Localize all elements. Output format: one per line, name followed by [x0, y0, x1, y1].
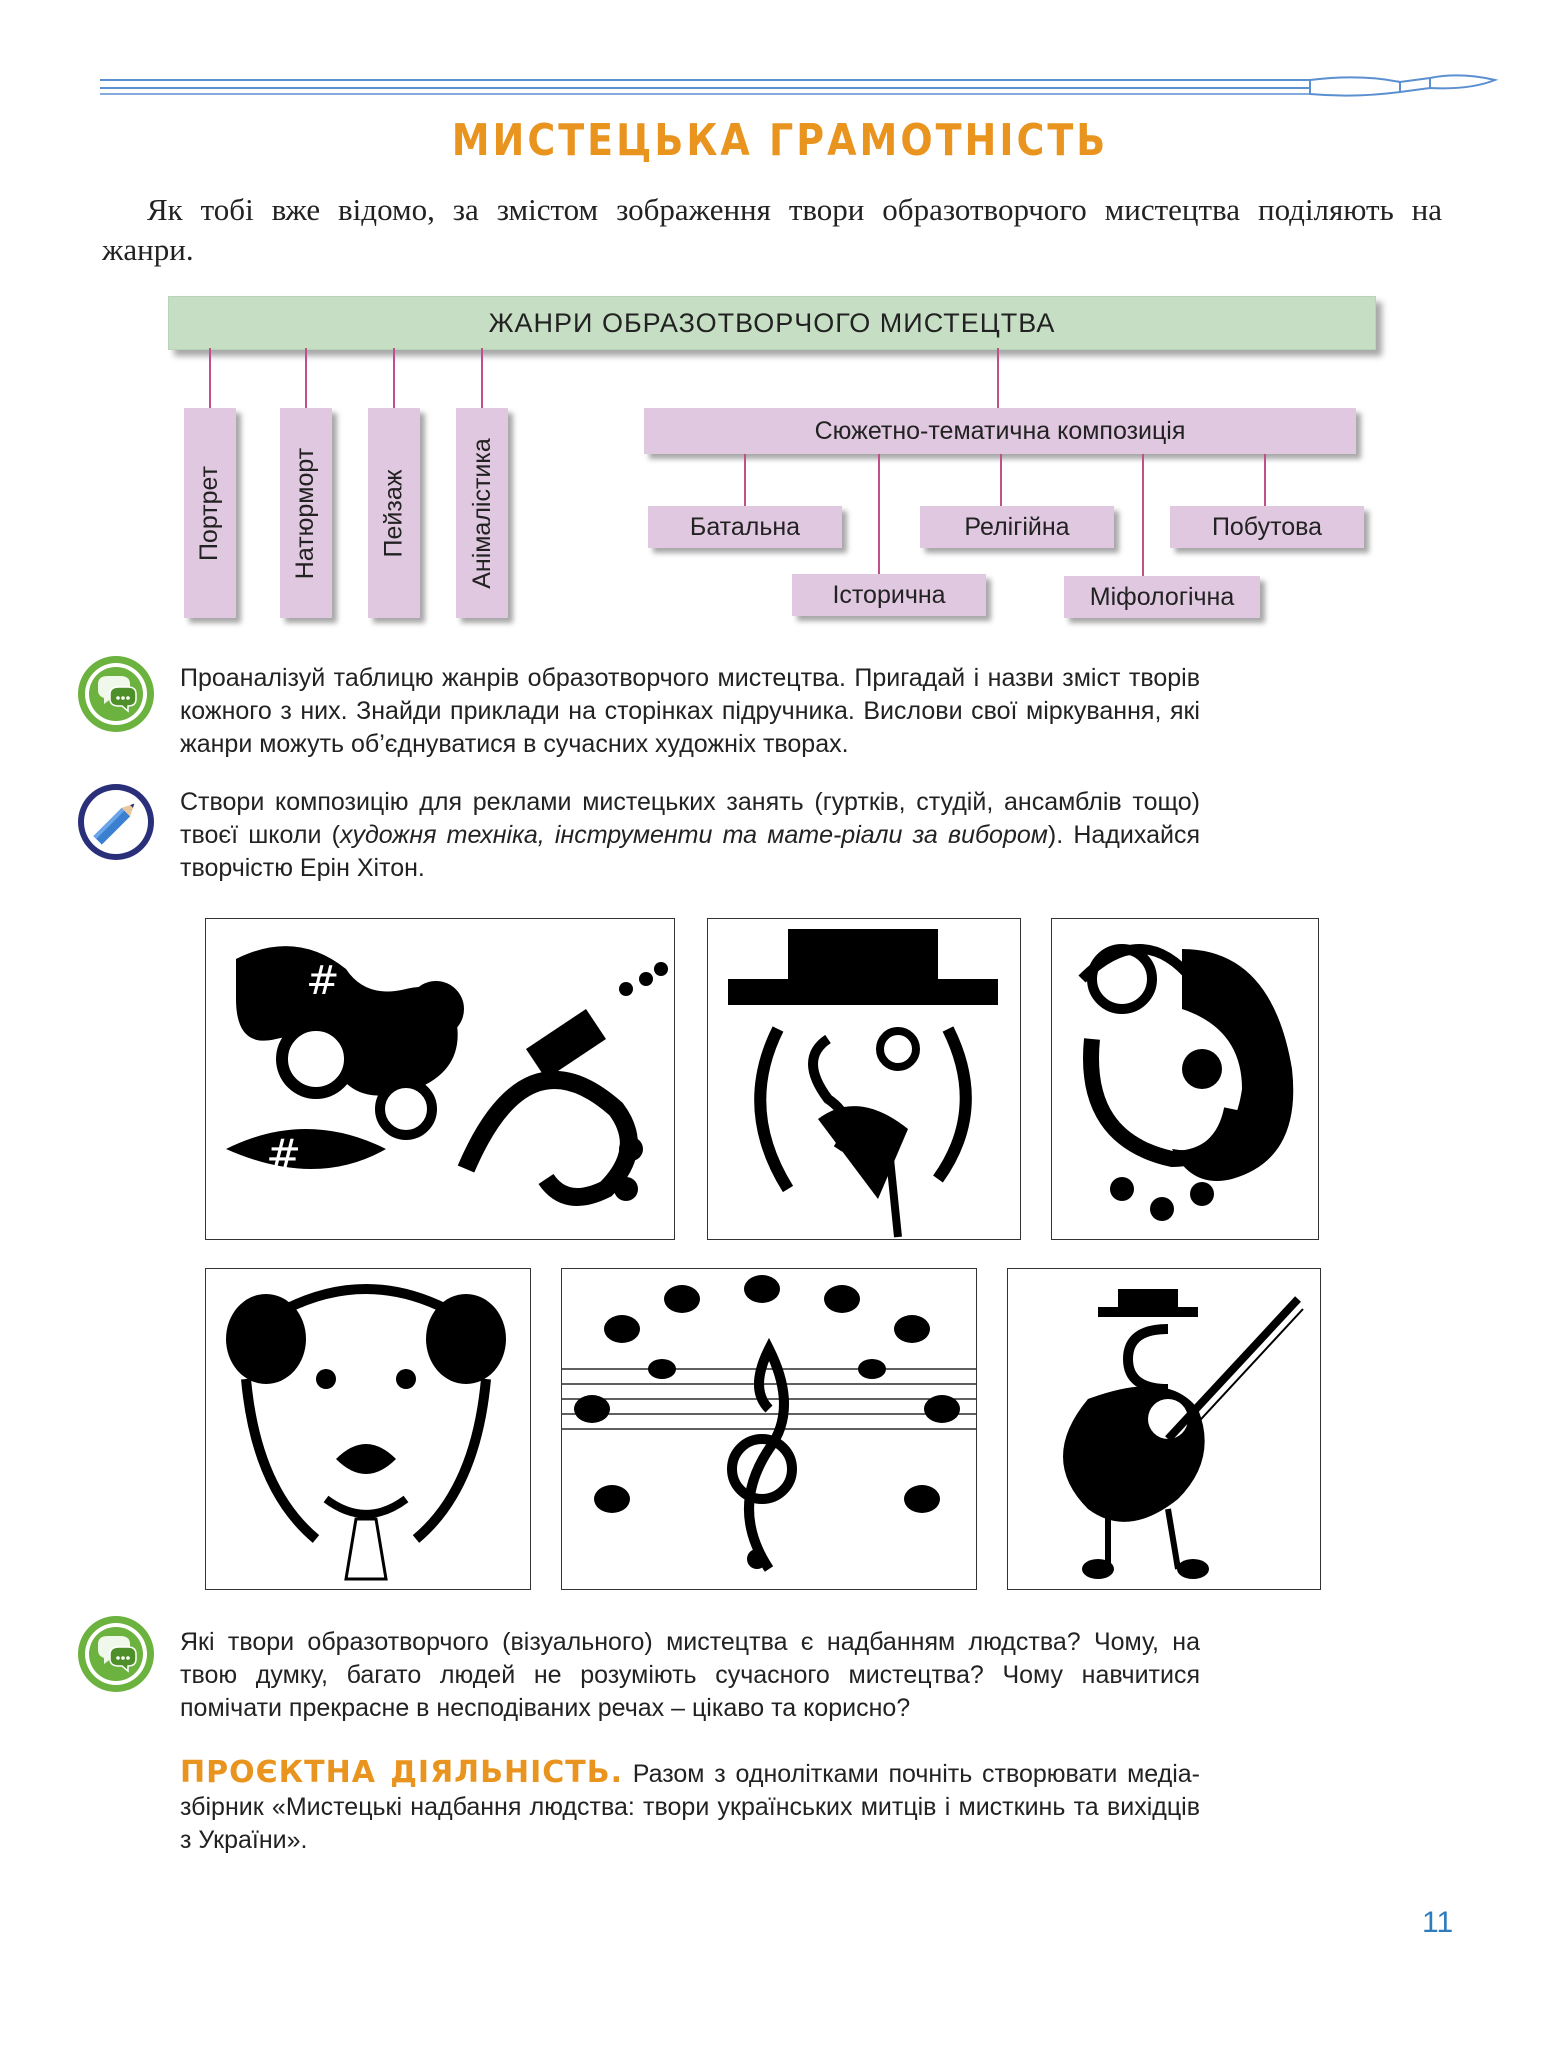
connector: [305, 348, 307, 408]
genre-animalistic: [456, 408, 508, 618]
pencil-icon: [76, 782, 156, 862]
subgenre-historical: Історична: [792, 574, 986, 616]
intro-text: Як тобі вже відомо, за змістом зображення твори образотворчого мистецтва поділяють на жанри.: [102, 192, 1442, 267]
subgenre-battle: Батальна: [648, 506, 842, 548]
task1-text: Проаналізуй таблицю жанрів образотворчого мистецтва. Пригадай і назви зміст творів кожного з них. Знайди приклади на сторінках підручника. Вислови свої міркування, які жанри можуть об’єднуватися в сучасних художніх творах.: [180, 664, 1200, 758]
speech-bubbles-icon: [76, 1614, 156, 1694]
subgenre-religious: Релігійна: [920, 506, 1114, 548]
artwork-man-in-hat: [707, 918, 1021, 1240]
artwork-bird-notes: [205, 918, 675, 1240]
artwork-owl-bird: [1051, 918, 1319, 1240]
project-paragraph: [180, 1756, 1200, 1857]
connector: [744, 454, 746, 506]
connector: [1000, 454, 1002, 506]
genre-header: ЖАНРИ ОБРАЗОТВОРЧОГО МИСТЕЦТВА: [168, 296, 1376, 350]
genre-label: Пейзаж: [379, 469, 408, 557]
task2-part2: ). Надихайся творчістю Ерін Хітон.: [180, 821, 1200, 882]
header-rule-brush-icon: [100, 72, 1500, 102]
connector: [878, 454, 880, 574]
svg-text:#: #: [266, 1130, 302, 1179]
task2-italic: художня техніка, інструменти та мате-ріали за вибором: [339, 821, 1048, 849]
connector: [997, 348, 999, 408]
page-number: 11: [1422, 1906, 1454, 1939]
connector: [1142, 454, 1144, 576]
task2-part1: Створи композицію для реклами мистецьких занять (гуртків, студій, ансамблів тощо) твоєї школи (: [180, 788, 1200, 849]
artwork-peacock: [561, 1268, 977, 1590]
task2-text: [180, 786, 1200, 885]
artwork-guitar-player: [1007, 1268, 1321, 1590]
artwork-dog: [205, 1268, 531, 1590]
composition-box: Сюжетно-тематична композиція: [644, 408, 1356, 454]
connector: [393, 348, 395, 408]
project-text: Разом з однолітками почніть створювати медіа-збірник «Мистецькі надбання людства: твори українських митців і мисткинь та вихідців з України».: [180, 1760, 1200, 1854]
genre-label: Анімалістика: [467, 437, 496, 589]
subgenre-everyday: Побутова: [1170, 506, 1364, 548]
intro-paragraph: [102, 190, 1442, 270]
connector: [1264, 454, 1266, 506]
subgenre-mythological: Міфологічна: [1064, 576, 1260, 618]
connector: [481, 348, 483, 408]
speech-bubbles-icon: [76, 654, 156, 734]
task3-text: Які твори образотворчого (візуального) мистецтва є надбанням людства? Чому, на твою думку, багато людей не розуміють сучасного мистецтва? Чому навчитися помічати прекрасне в несподіваних речах – цікаво та корисно?: [180, 1628, 1200, 1722]
project-label: ПРОЄКТНА ДІЯЛЬНІСТЬ.: [180, 1755, 623, 1790]
genre-still-life: [280, 408, 332, 618]
genre-landscape: [368, 408, 420, 618]
genre-label: Портрет: [195, 465, 224, 561]
genre-label: Натюрморт: [291, 447, 320, 579]
genre-portrait: [184, 408, 236, 618]
svg-text:#: #: [306, 958, 340, 1004]
connector: [209, 348, 211, 408]
section-title: МИСТЕЦЬКА ГРАМОТНІСТЬ: [451, 114, 1109, 166]
